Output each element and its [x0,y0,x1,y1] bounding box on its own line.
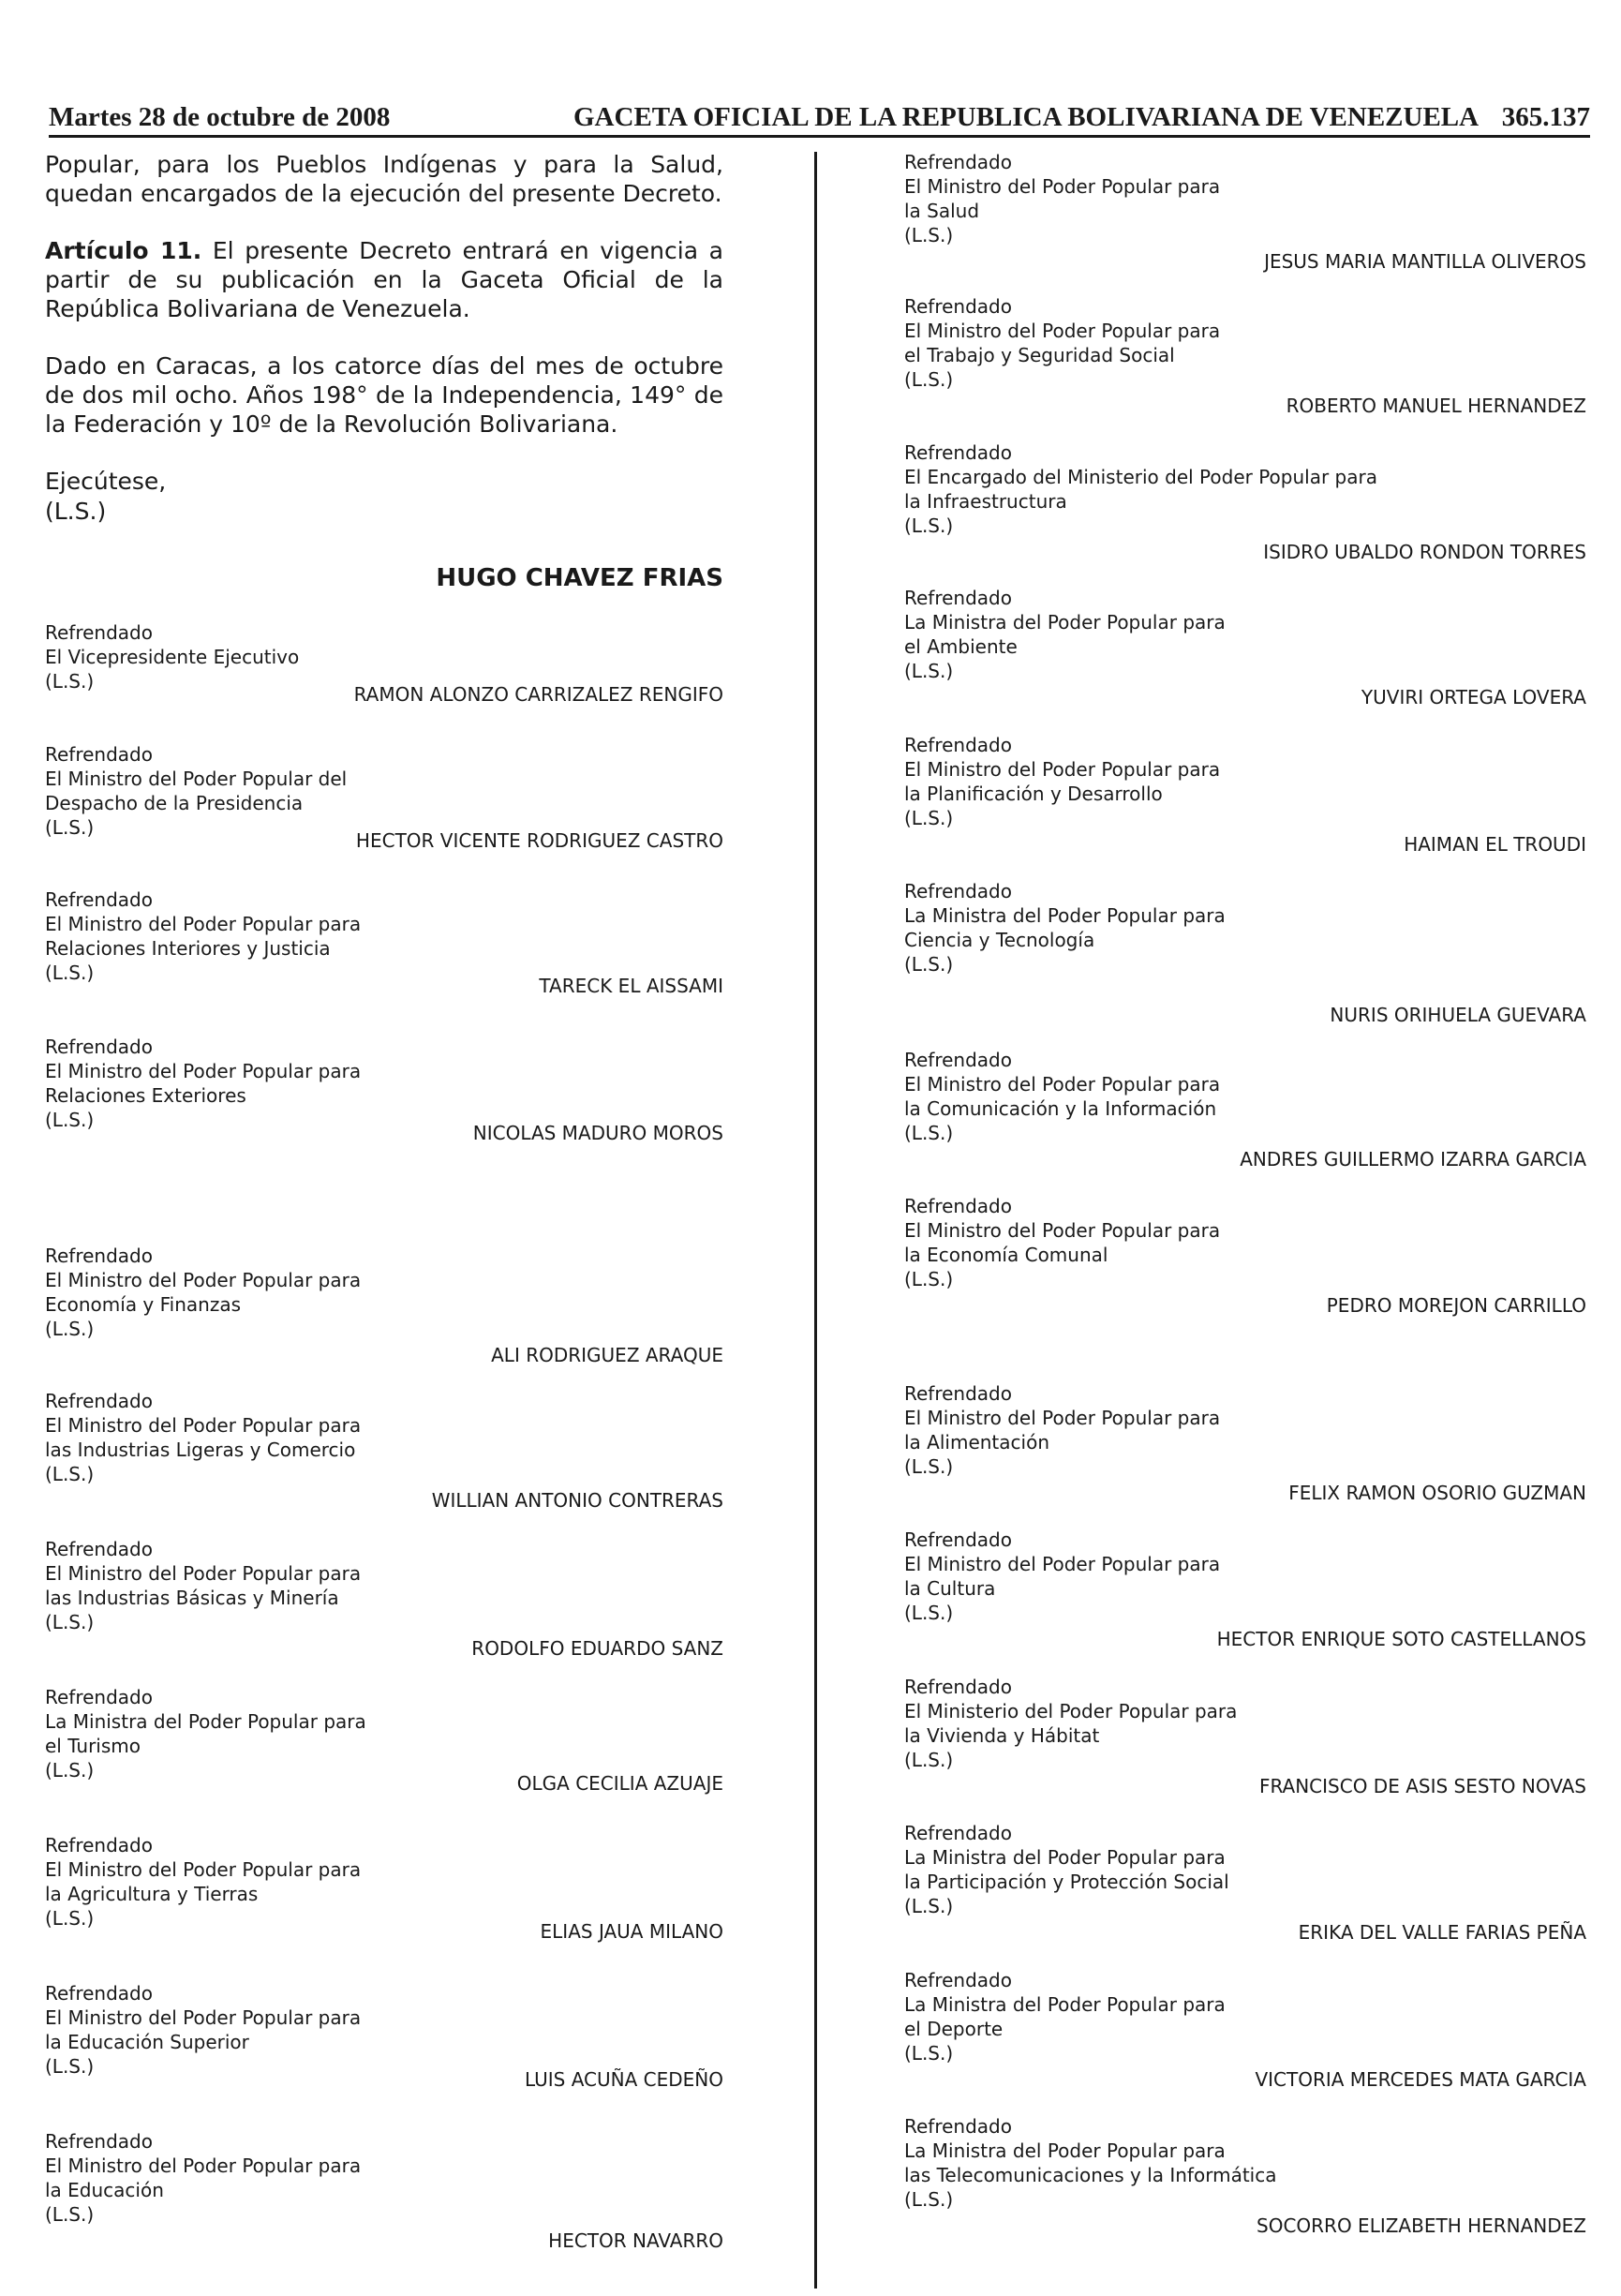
minister-title-line: El Ministro del Poder Popular para [45,1562,362,1585]
minister-title-line: El Ministro del Poder Popular para [904,1219,1221,1242]
given-in-caracas: Dado en Caracas, a los catorce días del mes de octubre de dos mil ocho. Años 198° de la Independencia, 149° de la Federación y 10º de la Revolución Bolivariana. [45,352,723,438]
minister-title-line: Relaciones Interiores y Justicia [45,937,331,960]
minister-name: NICOLAS MADURO MOROS [472,1122,723,1144]
minister-title-line: El Ministro del Poder Popular para [45,1269,362,1291]
minister-title-line: Ciencia y Tecnología [904,929,1095,951]
refrendado-label: Refrendado [904,734,1012,756]
minister-title-line: El Ministro del Poder Popular para [45,2006,362,2029]
refrendado-label: Refrendado [45,1834,153,1856]
right-refrendo-block [904,733,1586,856]
minister-title-line: la Economía Comunal [904,1244,1108,1266]
minister-title-line: la Salud [904,200,980,222]
minister-name: SOCORRO ELIZABETH HERNANDEZ [1257,2214,1586,2237]
right-refrendo-block [904,1968,1586,2091]
seal-ls: (L.S.) [45,2055,95,2078]
seal-ls: (L.S.) [904,953,954,976]
left-refrendo-block [45,1389,723,1512]
minister-title-line: las Industrias Básicas y Minería [45,1587,339,1609]
minister-title-line: Relaciones Exteriores [45,1084,246,1107]
article-text: El presente Decreto entrará en vigencia a partir de su publicación en la Gaceta Oficial de la República Bolivariana de Venezuela. [45,237,723,322]
minister-name: ISIDRO UBALDO RONDON TORRES [1263,541,1586,563]
minister-name: RODOLFO EDUARDO SANZ [471,1637,723,1660]
minister-title-line: Despacho de la Presidencia [45,792,304,814]
column-divider [814,152,817,2289]
refrendado-label: Refrendado [904,880,1012,902]
president-seal: (L.S.) [45,498,107,525]
minister-title-line: El Ministro del Poder Popular para [45,1858,362,1881]
refrendado-label: Refrendado [904,1528,1012,1551]
left-refrendo-block [45,620,723,706]
seal-ls: (L.S.) [904,1749,954,1771]
seal-ls: (L.S.) [45,2203,95,2226]
minister-title-line: El Ministerio del Poder Popular para [904,1700,1238,1722]
minister-title-line: La Ministra del Poder Popular para [904,1993,1226,2016]
minister-title-line: el Ambiente [904,635,1018,658]
minister-title-line: El Ministro del Poder Popular para [45,1414,362,1437]
minister-name: VICTORIA MERCEDES MATA GARCIA [1255,2068,1586,2091]
refrendado-label: Refrendado [45,888,153,911]
minister-name: WILLIAN ANTONIO CONTRERAS [431,1489,723,1512]
seal-ls: (L.S.) [904,1122,954,1144]
minister-name: FRANCISCO DE ASIS SESTO NOVAS [1258,1775,1586,1797]
seal-ls: (L.S.) [904,807,954,829]
refrendado-label: Refrendado [904,2115,1012,2138]
intro-paragraph: Popular, para los Pueblos Indígenas y para la Salud, quedan encargados de la ejecución del presente Decreto. [45,151,723,207]
right-refrendo-block [904,586,1586,708]
minister-title-line: la Planificación y Desarrollo [904,783,1163,805]
minister-title-line: La Ministra del Poder Popular para [904,1846,1226,1869]
right-refrendo-block [904,1194,1586,1317]
minister-name: HECTOR ENRIQUE SOTO CASTELLANOS [1216,1628,1586,1650]
refrendado-label: Refrendado [904,441,1012,464]
minister-title-line: la Educación [45,2179,164,2201]
minister-name: NURIS ORIHUELA GUEVARA [1330,1004,1586,1026]
refrendado-label: Refrendado [904,1049,1012,1071]
left-refrendo-block [45,1833,723,1943]
minister-title-line: El Ministro del Poder Popular para [45,1060,362,1082]
right-refrendo-block [904,150,1586,273]
right-refrendo-block [904,294,1586,417]
seal-ls: (L.S.) [904,2188,954,2211]
minister-name: HECTOR NAVARRO [548,2229,723,2252]
minister-title-line: El Ministro del Poder Popular para [904,320,1221,342]
refrendado-label: Refrendado [45,1538,153,1560]
minister-title-line: El Ministro del Poder Popular del [45,768,348,790]
refrendado-label: Refrendado [45,1686,153,1708]
right-refrendo-block [904,2114,1586,2237]
minister-name: JESUS MARIA MANTILLA OLIVEROS [1264,250,1586,273]
left-refrendo-block [45,1035,723,1144]
left-refrendo-block [45,1685,723,1795]
left-refrendo-block [45,1537,723,1660]
minister-title-line: El Ministro del Poder Popular para [904,1073,1221,1096]
minister-name: HAIMAN EL TROUDI [1404,833,1586,856]
refrendado-label: Refrendado [45,2130,153,2153]
refrendado-label: Refrendado [45,1245,153,1267]
seal-ls: (L.S.) [45,1907,95,1930]
minister-title-line: la Cultura [904,1577,996,1600]
seal-ls: (L.S.) [904,1895,954,1917]
left-refrendo-block [45,742,723,852]
refrendado-label: Refrendado [45,1982,153,2005]
refrendado-label: Refrendado [45,743,153,766]
minister-name: TARECK EL AISSAMI [539,975,723,997]
minister-name: ROBERTO MANUEL HERNANDEZ [1286,395,1586,417]
refrendado-label: Refrendado [904,295,1012,318]
minister-title-line: la Comunicación y la Información [904,1097,1217,1120]
seal-ls: (L.S.) [904,2042,954,2065]
minister-title-line: La Ministra del Poder Popular para [904,904,1226,927]
minister-title-line: El Ministro del Poder Popular para [45,913,362,935]
minister-name: PEDRO MOREJON CARRILLO [1326,1294,1586,1317]
refrendado-label: Refrendado [45,621,153,644]
refrendado-label: Refrendado [904,1969,1012,1991]
minister-title-line: La Ministra del Poder Popular para [904,611,1226,634]
president-name: HUGO CHAVEZ FRIAS [436,564,723,592]
minister-name: YUVIRI ORTEGA LOVERA [1361,686,1586,708]
minister-title-line: la Infraestructura [904,490,1067,513]
minister-title-line: el Deporte [904,2018,1004,2040]
minister-title-line: La Ministra del Poder Popular para [904,2139,1226,2162]
minister-name: HECTOR VICENTE RODRIGUEZ CASTRO [355,829,723,852]
minister-name: ALI RODRIGUEZ ARAQUE [491,1344,723,1366]
minister-title-line: el Turismo [45,1735,141,1757]
minister-title-line: El Vicepresidente Ejecutivo [45,646,300,668]
right-refrendo-block [904,1528,1586,1650]
minister-title-line: la Educación Superior [45,2031,249,2053]
minister-title-line: las Telecomunicaciones y la Informática [904,2164,1277,2186]
gazette-title: GACETA OFICIAL DE LA REPUBLICA BOLIVARIANA DE VENEZUELA [573,102,1480,132]
left-refrendo-block [45,2129,723,2252]
page-number: 365.137 [1501,102,1590,132]
right-refrendo-block [904,1381,1586,1504]
seal-ls: (L.S.) [45,1109,95,1131]
minister-title-line: la Participación y Protección Social [904,1871,1229,1893]
minister-title-line: El Ministro del Poder Popular para [904,758,1221,781]
seal-ls: (L.S.) [45,1318,95,1340]
minister-name: FELIX RAMON OSORIO GUZMAN [1288,1482,1586,1504]
right-refrendo-block [904,879,1586,1026]
right-refrendo-block [904,440,1586,563]
minister-title-line: El Ministro del Poder Popular para [904,1553,1221,1575]
refrendado-label: Refrendado [904,1822,1012,1844]
seal-ls: (L.S.) [45,1759,95,1782]
left-refrendo-block [45,887,723,997]
seal-ls: (L.S.) [904,1268,954,1290]
gazette-header [49,94,1590,138]
minister-title-line: El Encargado del Ministerio del Poder Popular para [904,466,1377,488]
seal-ls: (L.S.) [45,816,95,839]
seal-ls: (L.S.) [904,514,954,537]
seal-ls: (L.S.) [45,1463,95,1485]
left-refrendo-block [45,1244,723,1366]
minister-name: LUIS ACUÑA CEDEÑO [524,2068,723,2091]
refrendado-label: Refrendado [904,1195,1012,1217]
seal-ls: (L.S.) [45,670,95,693]
right-refrendo-block [904,1821,1586,1944]
ejecutese: Ejecútese, [45,468,167,495]
minister-title-line: el Trabajo y Seguridad Social [904,344,1175,366]
refrendado-label: Refrendado [45,1390,153,1412]
minister-name: RAMON ALONZO CARRIZALEZ RENGIFO [353,683,723,706]
minister-title-line: la Vivienda y Hábitat [904,1724,1100,1747]
seal-ls: (L.S.) [904,368,954,391]
seal-ls: (L.S.) [904,1455,954,1478]
minister-name: ELIAS JAUA MILANO [540,1920,723,1943]
minister-name: ERIKA DEL VALLE FARIAS PEÑA [1298,1921,1586,1944]
left-column [45,150,723,2252]
refrendado-label: Refrendado [904,587,1012,609]
minister-title-line: La Ministra del Poder Popular para [45,1710,366,1733]
article-label: Artículo 11. [45,237,202,264]
refrendado-label: Refrendado [904,1382,1012,1405]
refrendado-label: Refrendado [904,151,1012,173]
minister-title-line: El Ministro del Poder Popular para [904,1407,1221,1429]
right-refrendo-block [904,1675,1586,1797]
refrendado-label: Refrendado [45,1036,153,1058]
seal-ls: (L.S.) [904,660,954,682]
minister-title-line: El Ministro del Poder Popular para [45,2154,362,2177]
seal-ls: (L.S.) [45,1611,95,1633]
minister-title-line: la Alimentación [904,1431,1049,1454]
minister-name: OLGA CECILIA AZUAJE [516,1772,723,1795]
seal-ls: (L.S.) [904,1602,954,1624]
seal-ls: (L.S.) [45,962,95,984]
minister-title-line: El Ministro del Poder Popular para [904,175,1221,198]
right-refrendo-block [904,1048,1586,1170]
refrendado-label: Refrendado [904,1676,1012,1698]
article-11 [45,236,723,323]
issue-date: Martes 28 de octubre de 2008 [49,102,391,132]
minister-title-line: la Agricultura y Tierras [45,1883,259,1905]
minister-title-line: Economía y Finanzas [45,1293,242,1316]
minister-title-line: las Industrias Ligeras y Comercio [45,1439,356,1461]
left-refrendo-block [45,1981,723,2091]
seal-ls: (L.S.) [904,224,954,246]
minister-name: ANDRES GUILLERMO IZARRA GARCIA [1240,1148,1586,1170]
